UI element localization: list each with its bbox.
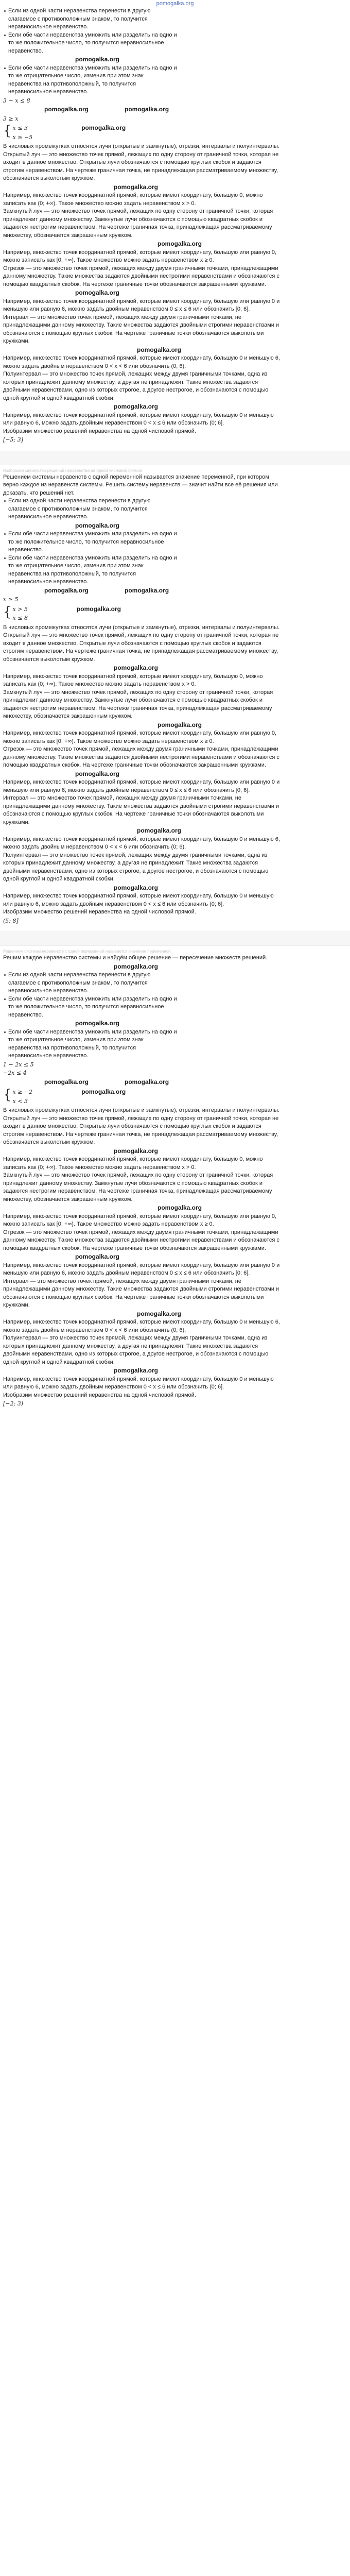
paragraph: Открытый луч — это множество точек прямой, лежащих по одну сторону от граничной точки, которая не входит в данное множество. Открытые лучи обозначаются с помощью круглых скобок и задаются строгим неравенством. На чертеже граничная точка, не принадлежащая рассматриваемому множеству, обозначается выколотым кружком. [3,1115,279,1145]
watermark-logo: pomogalka.org [44,586,89,594]
paragraph: Отрезок — это множество точек прямой, лежащих между двумя граничными точками, принадлежащими данному множеству. Такие множества задаются двойными нестрогими неравенствами и обозначаются с помощью квадратных скобок. На чертеже граничные точки обозначаются закрашенными кружками. [3,265,279,287]
paragraph: Изобразим множество решений неравенства на одной числовой прямой. [3,909,196,915]
watermark-row [3,105,347,114]
watermark-logo: pomogalka.org [125,106,169,113]
math-line: 3 − x ≤ 8 [3,97,30,104]
watermark-logo: pomogalka.org [75,1253,120,1260]
paragraph: Интервал — это множество точек прямой, лежащих между двумя граничными точками, не принадлежащими данному множеству. Такие множества задаются двойными строгими неравенствами и обозначаются с помощью круглых скобок. На чертеже граничные точки обозначаются выколотыми кружками. [3,314,279,344]
watermark-logo: pomogalka.org [157,721,202,728]
watermark-logo: pomogalka.org [75,289,120,296]
section-1 [3,7,347,448]
watermark-logo: pomogalka.org [125,1078,169,1086]
paragraph: Например, множество точек координатной прямой, которые имеют координату, большую 0 и меньшую или равную 6, можно задать двойным неравенством 0 < x ≤ 6 или обозначить (0; 6]. [3,1376,274,1390]
math-line: −2x ≤ 4 [3,1070,27,1076]
paragraph: Замкнутый луч — это множество точек прямой, лежащих по одну сторону от граничной точки, которая принадлежит данному множеству. Замкнутые лучи обозначаются с помощью квадратных скобок и задаются нестрогим неравенством. На чертеже граничная точка, принадлежащая рассматриваемому множеству, обозначается закрашенным кружком. [3,1172,273,1202]
math-line: 3 ≥ x [3,115,19,122]
paragraph: Отрезок — это множество точек прямой, лежащих между двумя граничными точками, принадлежащими данному множеству. Такие множества задаются двойными нестрогими неравенствами и обозначаются с помощью квадратных скобок. На чертеже граничные точки обозначаются закрашенными кружками. [3,746,279,768]
watermark-logo: pomogalka.org [114,183,159,191]
paragraph: Например, множество точек координатной прямой, которые имеют координату, большую 0 и меньшую 6, можно задать двойным неравенством 0 < x < 6 или обозначить (0; 6). [3,836,280,850]
math-line: x ≥ 5 [3,596,19,603]
paragraph: Например, множество точек координатной прямой, которые имеют координату, большую или равную 0, можно записать как [0; +∞). Такое множество можно задать неравенством x ≥ 0. [3,730,277,744]
paragraph: Например, множество точек координатной прямой, которые имеют координату, большую 0, можно записать как (0; +∞). Такое множество можно задать неравенством x > 0. [3,1156,263,1171]
answer-line: (5; 8] [3,917,19,924]
watermark-logo: pomogalka.org [114,664,159,671]
paragraph: Например, множество точек координатной прямой, которые имеют координату, большую 0, можно записать как (0; +∞). Такое множество можно задать неравенством x > 0. [3,673,263,687]
rule-item: Если из одной части неравенства перенести в другую слагаемое с противоположным знаком, то получится неравносильное неравенство. [3,7,178,31]
paragraph: Например, множество точек координатной прямой, которые имеют координату, большую 0 и меньшую или равную 6, можно задать двойным неравенством 0 < x ≤ 6 или обозначить (0; 6]. [3,893,274,907]
rule-item: Если обе части неравенства умножить или разделить на одно и то же положительное число, то получится неравносильное неравенство. [3,530,178,554]
system-line: x ≤ 8 [12,615,28,621]
rule-item: Если обе части неравенства умножить или разделить на одно и то же отрицательное число, изменив при этом знак неравенства на противоположный, то получится неравносильное неравенство. [3,1028,178,1060]
site-header [0,0,350,7]
watermark-logo: pomogalka.org [114,962,159,970]
paragraph: Изобразим множество решений неравенства на одной числовой прямой. [3,1392,196,1398]
system-line: x ≥ −2 [12,1089,33,1095]
system-line: x > 5 [12,605,28,613]
brace-icon: { [3,123,12,139]
paragraph: Например, множество точек координатной прямой, которые имеют координату, большую или равную 0 и меньшую или равную 6, можно задать двойным неравенством 0 ≤ x ≤ 6 или обозначить [0; 6]. [3,298,280,312]
system-line: x < 3 [12,1097,28,1105]
rule-item: Если из одной части неравенства перенести в другую слагаемое с противоположным знаком, то получится неравносильное неравенство. [3,971,178,995]
watermark-logo: pomogalka.org [75,56,120,63]
paragraph: Полуинтервал — это множество точек прямой, лежащих между двумя граничными точками, одна из которых принадлежит данному множеству, а другая не принадлежит. Такие множества задаются двойными неравенствами, одно из которых строгое, а другое нестрогое, и обозначаются с помощью одной круглой и одной квадратной скобки. [3,1335,269,1365]
paragraph: Решим каждое неравенство системы и найдём общее решение — пересечение множеств решений. [3,955,268,961]
paragraph: Замкнутый луч — это множество точек прямой, лежащих по одну сторону от граничной точки, которая принадлежит данному множеству. Замкнутые лучи обозначаются с помощью квадратных скобок и задаются нестрогим неравенством. На чертеже граничная точка, принадлежащая рассматриваемому множеству, обозначается закрашенным кружком. [3,208,273,239]
paragraph: Например, множество точек координатной прямой, которые имеют координату, большую 0 и меньшую 6, можно задать двойным неравенством 0 < x < 6 или обозначить (0; 6). [3,1319,280,1333]
paragraph: Отрезок — это множество точек прямой, лежащих между двумя граничными точками, принадлежащими данному множеству. Такие множества задаются двойными нестрогими неравенствами и обозначаются с помощью квадратных скобок. На чертеже граничные точки обозначаются закрашенными кружками. [3,1229,279,1251]
inequality-system [3,1088,347,1106]
faded-caption: Решением системы неравенств с одной переменной называется значение переменной. [3,949,172,954]
brace-icon: { [3,1087,12,1103]
watermark-row [3,1078,347,1087]
faded-caption: Изобразим множество решений неравенства на одной числовой прямой. [3,468,144,473]
watermark-logo: pomogalka.org [44,1078,89,1086]
paragraph: В числовых промежутках относятся лучи (открытые и замкнутые), отрезки, интервалы и полуинтервалы. [3,143,279,149]
paragraph: В числовых промежутках относятся лучи (открытые и замкнутые), отрезки, интервалы и полуинтервалы. [3,624,279,631]
rule-item: Если обе части неравенства умножить или разделить на одно и то же отрицательное число, изменив при этом знак неравенства на противоположный, то получится неравносильное неравенство. [3,554,178,586]
paragraph: Открытый луч — это множество точек прямой, лежащих по одну сторону от граничной точки, которая не входит в данное множество. Открытые лучи обозначаются с помощью круглых скобок и задаются строгим неравенством. На чертеже граничная точка, не принадлежащая рассматриваемому множеству, обозначается выколотым кружком. [3,151,279,181]
section-divider [0,451,350,465]
paragraph: В числовых промежутках относятся лучи (открытые и замкнутые), отрезки, интервалы и полуинтервалы. [3,1107,279,1113]
paragraph: Полуинтервал — это множество точек прямой, лежащих между двумя граничными точками, одна из которых принадлежит данному множеству, а другая не принадлежит. Такие множества задаются двойными неравенствами, одно из которых строгое, а другое нестрогое, и обозначаются с помощью одной круглой и одной квадратной скобки. [3,852,269,882]
section-2 [3,468,347,929]
paragraph: Решением системы неравенств с одной переменной называется значение переменной, при котором верно каждое из неравенств системы. Решить систему неравенств — значит найти все её решения или доказать, что решений нет. [3,473,278,496]
paragraph: Изобразим множество решений неравенства на одной числовой прямой. [3,428,196,434]
watermark-logo: pomogalka.org [137,827,182,834]
watermark-logo: pomogalka.org [114,884,159,891]
watermark-logo: pomogalka.org [114,1147,159,1155]
watermark-logo: pomogalka.org [81,1088,126,1095]
paragraph: Открытый луч — это множество точек прямой, лежащих по одну сторону от граничной точки, которая не входит в данное множество. Открытые лучи обозначаются с помощью круглых скобок и задаются строгим неравенством. На чертеже граничная точка, не принадлежащая рассматриваемому множеству, обозначается выколотым кружком. [3,632,279,663]
rule-item: Если обе части неравенства умножить или разделить на одно и то же отрицательное число, изменив при этом знак неравенства на противоположный, то получится неравносильное неравенство. [3,64,178,96]
section-3 [3,949,347,1412]
watermark-logo: pomogalka.org [114,403,159,410]
paragraph: Например, множество точек координатной прямой, которые имеют координату, большую или равную 0, можно записать как [0; +∞). Такое множество можно задать неравенством x ≥ 0. [3,1213,277,1227]
paragraph: Интервал — это множество точек прямой, лежащих между двумя граничными точками, не принадлежащими данному множеству. Такие множества задаются двойными строгими неравенствами и обозначаются с помощью круглых скобок. На чертеже граничные точки обозначаются выколотыми кружками. [3,795,279,825]
watermark-logo: pomogalka.org [75,1020,120,1027]
watermark-logo: pomogalka.org [44,106,89,113]
inequality-system [3,124,347,142]
paragraph: Интервал — это множество точек прямой, лежащих между двумя граничными точками, не принадлежащими данному множеству. Такие множества задаются двойными строгими неравенствами и обозначаются с помощью круглых скобок. На чертеже граничные точки обозначаются выколотыми кружками. [3,1278,279,1308]
rule-item: Если из одной части неравенства перенести в другую слагаемое с противоположным знаком, то получится неравносильное неравенство. [3,497,178,521]
brace-icon: { [3,604,12,620]
paragraph: Например, множество точек координатной прямой, которые имеют координату, большую 0 и меньшую 6, можно задать двойным неравенством 0 < x < 6 или обозначить (0; 6). [3,355,280,369]
watermark-logo: pomogalka.org [81,124,126,131]
watermark-logo: pomogalka.org [157,1204,202,1211]
watermark-row [3,586,347,596]
system-line: x ≥ −5 [12,133,33,141]
rule-item: Если обе части неравенства умножить или разделить на одно и то же положительное число, то получится неравносильное неравенство. [3,995,178,1020]
paragraph: Полуинтервал — это множество точек прямой, лежащих между двумя граничными точками, одна из которых принадлежит данному множеству, а другая не принадлежит. Такие множества задаются двойными неравенствами, одно из которых строгое, а другое нестрогое, и обозначаются с помощью одной круглой и одной квадратной скобки. [3,371,269,401]
watermark-logo: pomogalka.org [76,605,121,613]
paragraph: Замкнутый луч — это множество точек прямой, лежащих по одну сторону от граничной точки, которая принадлежит данному множеству. Замкнутые лучи обозначаются с помощью квадратных скобок и задаются нестрогим неравенством. На чертеже граничная точка, принадлежащая рассматриваемому множеству, обозначается закрашенным кружком. [3,689,273,719]
system-line: x ≤ 3 [12,125,28,131]
paragraph: Например, множество точек координатной прямой, которые имеют координату, большую или равную 0, можно записать как [0; +∞). Такое множество можно задать неравенством x ≥ 0. [3,249,277,263]
watermark-logo: pomogalka.org [157,240,202,247]
site-link[interactable]: pomogalka.org [156,1,194,7]
math-line: 1 − 2x ≤ 5 [3,1061,34,1068]
watermark-logo: pomogalka.org [137,1310,182,1317]
paragraph: Например, множество точек координатной прямой, которые имеют координату, большую 0, можно записать как (0; +∞). Такое множество можно задать неравенством x > 0. [3,192,263,207]
section-divider [0,931,350,946]
watermark-logo: pomogalka.org [137,346,182,353]
watermark-logo: pomogalka.org [114,1367,159,1374]
answer-line: [−2; 3) [3,1400,23,1407]
paragraph: Например, множество точек координатной прямой, которые имеют координату, большую или равную 0 и меньшую или равную 6, можно задать двойным неравенством 0 ≤ x ≤ 6 или обозначить [0; 6]. [3,779,280,793]
paragraph: Например, множество точек координатной прямой, которые имеют координату, большую 0 и меньшую или равную 6, можно задать двойным неравенством 0 < x ≤ 6 или обозначить (0; 6]. [3,412,274,426]
watermark-logo: pomogalka.org [75,770,120,777]
inequality-system [3,605,347,623]
watermark-logo: pomogalka.org [125,586,169,594]
watermark-logo: pomogalka.org [75,521,120,529]
rule-item: Если обе части неравенства умножить или разделить на одно и то же положительное число, то получится неравносильное неравенство. [3,31,178,56]
paragraph: Например, множество точек координатной прямой, которые имеют координату, большую или равную 0 и меньшую или равную 6, можно задать двойным неравенством 0 ≤ x ≤ 6 или обозначить [0; 6]. [3,1262,280,1276]
answer-line: [−5; 3] [3,436,23,443]
content [0,7,350,1412]
